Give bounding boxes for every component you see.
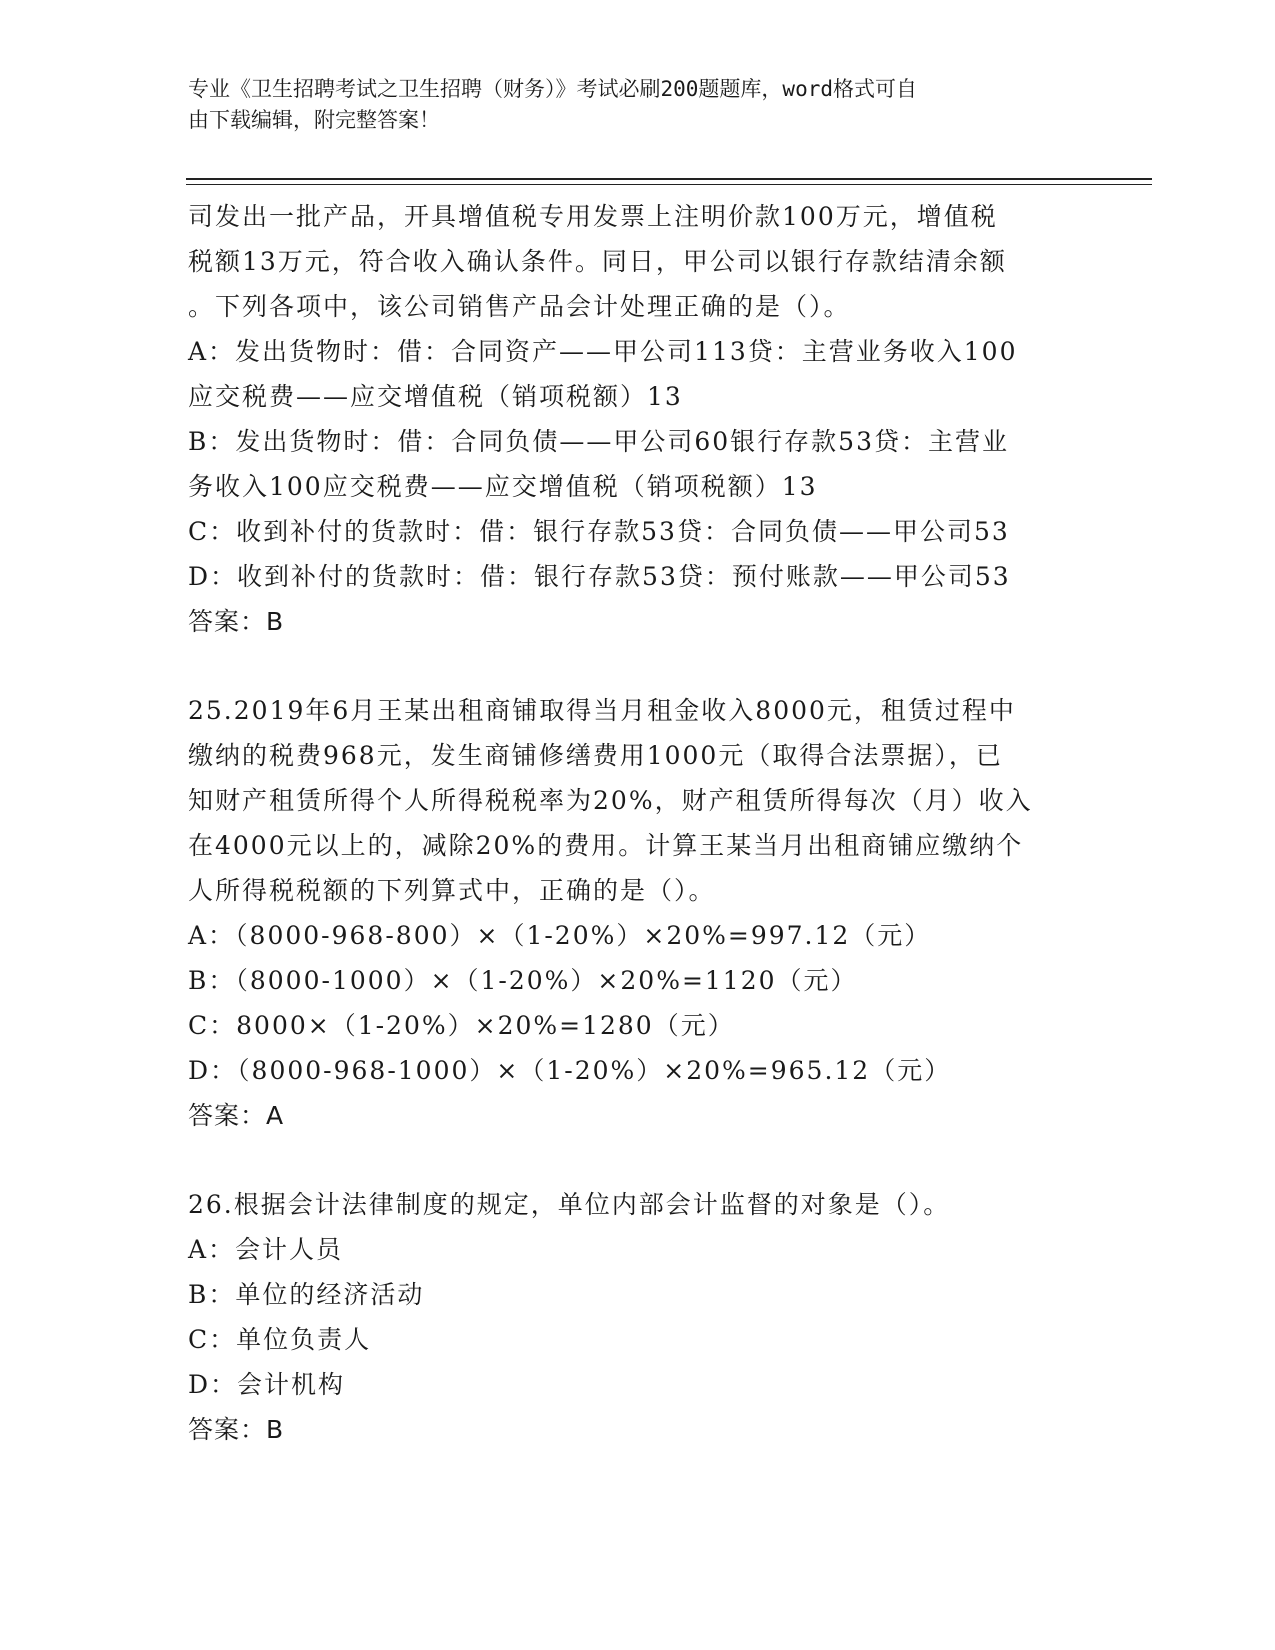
option-b-line-2: 务收入100应交税费——应交增值税（销项税额）13: [188, 472, 818, 501]
question-26: [188, 1182, 1088, 1452]
question-stem-line: 缴纳的税费968元，发生商铺修缮费用1000元（取得合法票据），已: [188, 741, 1003, 770]
question-stem-line: 25.2019年6月王某出租商铺取得当月租金收入8000元，租赁过程中: [188, 696, 1016, 725]
answer-label: 答案：B: [188, 607, 285, 636]
header-title-line-2: 由下载编辑，附完整答案！: [188, 108, 440, 132]
option-a: A：会计人员: [188, 1235, 344, 1264]
header-divider-thin: [186, 184, 1152, 185]
option-c: C：收到补付的货款时：借：银行存款53贷：合同负债——甲公司53: [188, 517, 1010, 546]
question-spacer: [188, 644, 1088, 688]
question-stem-line: 26.根据会计法律制度的规定，单位内部会计监督的对象是（）。: [188, 1190, 951, 1219]
question-stem-line: 人所得税税额的下列算式中，正确的是（）。: [188, 876, 716, 905]
question-stem-line: 司发出一批产品，开具增值税专用发票上注明价款100万元，增值税: [188, 202, 998, 231]
page-header: [188, 74, 1068, 136]
option-a: A：（8000-968-800）×（1-20%）×20%=997.12（元）: [188, 921, 932, 950]
question-stem-line: 在4000元以上的，减除20%的费用。计算王某当月出租商铺应缴纳个: [188, 831, 1024, 860]
question-spacer: [188, 1138, 1088, 1182]
question-24: [188, 194, 1088, 644]
option-d: D：收到补付的货款时：借：银行存款53贷：预付账款——甲公司53: [188, 562, 1011, 591]
answer-label: 答案：B: [188, 1415, 285, 1444]
option-b-line-1: B：发出货物时：借：合同负债——甲公司60银行存款53贷：主营业: [188, 427, 1009, 456]
option-a-line-1: A：发出货物时：借：合同资产——甲公司113贷：主营业务收入100: [188, 337, 1018, 366]
question-25: [188, 688, 1088, 1138]
question-stem-line: 知财产租赁所得个人所得税税率为20%，财产租赁所得每次（月）收入: [188, 786, 1033, 815]
option-d: D：（8000-968-1000）×（1-20%）×20%=965.12（元）: [188, 1056, 952, 1085]
answer-label: 答案：A: [188, 1101, 285, 1130]
question-content: [188, 194, 1088, 1452]
option-c: C：8000×（1-20%）×20%=1280（元）: [188, 1011, 735, 1040]
question-stem-line: 。下列各项中，该公司销售产品会计处理正确的是（）。: [188, 292, 851, 321]
option-b: B：单位的经济活动: [188, 1280, 425, 1309]
question-stem-line: 税额13万元，符合收入确认条件。同日，甲公司以银行存款结清余额: [188, 247, 1007, 276]
header-divider-thick: [186, 178, 1152, 180]
header-title-line-1: 专业《卫生招聘考试之卫生招聘（财务）》考试必刷200题题库，word格式可自: [188, 77, 917, 101]
option-b: B：（8000-1000）×（1-20%）×20%=1120（元）: [188, 966, 858, 995]
option-c: C：单位负责人: [188, 1325, 372, 1354]
option-d: D：会计机构: [188, 1370, 346, 1399]
option-a-line-2: 应交税费——应交增值税（销项税额）13: [188, 382, 683, 411]
